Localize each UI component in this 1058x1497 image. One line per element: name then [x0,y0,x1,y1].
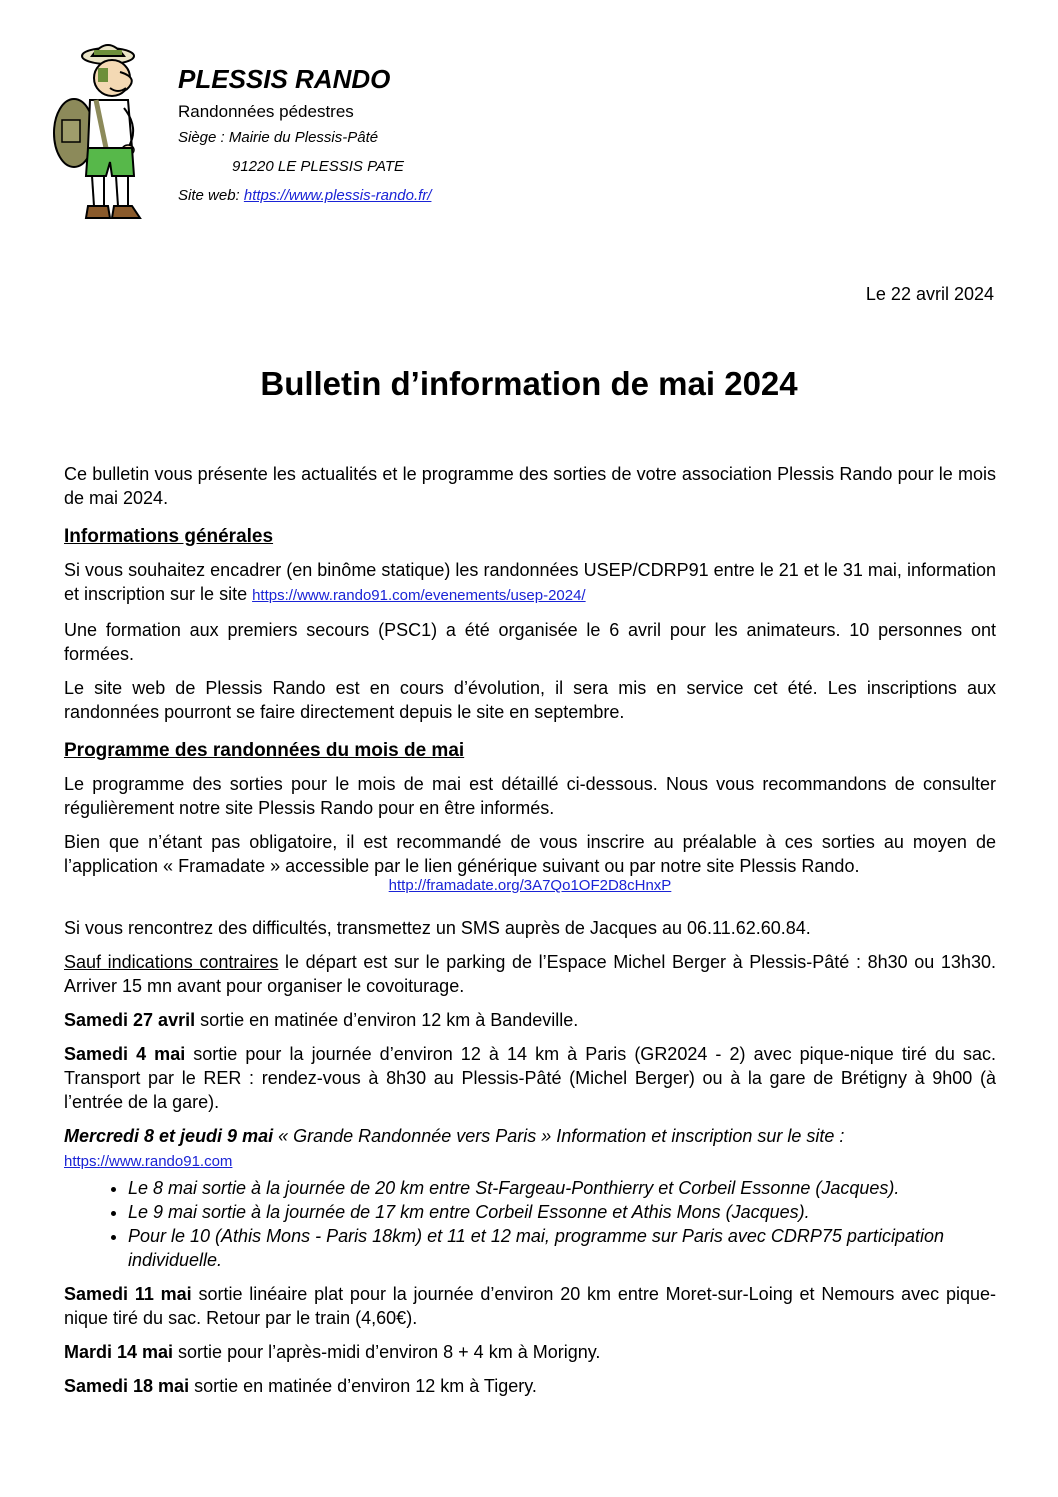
bulletin-body [64,462,996,1408]
org-website [178,187,431,204]
program-paragraph-framadate [64,830,996,898]
list-item: • Le 8 mai sortie à la journée de 20 km entre St-Fargeau-Ponthierry et Corbeil Essonne (Jacques). [128,1176,996,1200]
usep-link[interactable]: https://www.rando91.com/evenements/usep-2024/ [252,587,586,604]
program-paragraph-intro: Le programme des sorties pour le mois de mai est détaillé ci-dessous. Nous vous recommandons de consulter régulièrement notre site Plessis Rando pour en être informés. [64,774,996,818]
framadate-link[interactable]: http://framadate.org/3A7Qo1OF2D8cHnxP [388,877,672,894]
event-text: « Grande Randonnée vers Paris » Information et inscription sur le site : [273,1126,845,1146]
usep-text: Si vous souhaitez encadrer (en binôme statique) les randonnées USEP/CDRP91 entre le 21 et le 31 mai, information et inscription sur le site [64,560,996,604]
program-heading: Programme des randonnées du mois de mai [64,740,465,761]
general-paragraph-usep [64,558,996,608]
website-label: Site web: [178,187,244,204]
bulletin-date: Le 22 avril 2024 [865,284,994,304]
event-day: Mercredi 8 et jeudi 9 mai [64,1126,274,1146]
website-link[interactable]: https://www.plessis-rando.fr/ [243,187,432,204]
event-text: sortie en matinée d’environ 12 km à Bandeville. [195,1010,579,1030]
event-day: Samedi 4 mai [64,1044,186,1064]
event-item [64,1042,996,1114]
departure-underlined: Sauf indications contraires [64,952,279,972]
event-day: Samedi 27 avril [64,1010,196,1030]
departure-text: le départ est sur le parking de l’Espace Michel Berger à Plessis-Pâté : 8h30 ou 13h30. Arriver 15 mn avant pour organiser le covoiturage. [64,952,996,996]
sms-paragraph: Si vous rencontrez des difficultés, transmettez un SMS auprès de Jacques au 06.11.62.60.84. [64,918,811,938]
event-day: Samedi 18 mai [64,1376,190,1396]
event-text: sortie en matinée d’environ 12 km à Tigery. [189,1376,537,1396]
event-item [64,1124,996,1174]
event-text: sortie pour la journée d’environ 12 à 14 km à Paris (GR2024 - 2) avec pique-nique tiré du sac. Transport par le RER : rendez-vous à 8h30 au Plessis-Pâté (Michel Berger) ou à la gare de Brétigny à 9h00 (à l’entrée de la gare). [64,1044,997,1112]
general-info-heading: Informations générales [64,526,274,547]
org-subtitle: Randonnées pédestres [178,102,354,121]
rando91-link[interactable]: https://www.rando91.com [64,1153,233,1170]
hiker-logo-icon [48,38,158,228]
org-city: 91220 LE PLESSIS PATE [232,158,405,175]
general-paragraph-website: Le site web de Plessis Rando est en cours d’évolution, il sera mis en service cet été. Les inscriptions aux randonnées pourront se faire directement depuis le site en septembre. [64,678,996,722]
framadate-text: Bien que n’étant pas obligatoire, il est recommandé de vous inscrire au préalable à ces sorties au moyen de l’application « Framadate » accessible par le lien générique suivant ou par notre site Plessis Rando. [64,832,996,876]
bulletin-title: Bulletin d’information de mai 2024 [260,365,798,402]
list-item: • Le 9 mai sortie à la journée de 17 km entre Corbeil Essonne et Athis Mons (Jacques). [128,1200,996,1224]
event-item [64,1340,996,1364]
general-paragraph-psc1: Une formation aux premiers secours (PSC1) a été organisée le 6 avril pour les animateurs. 10 personnes ont formées. [64,620,996,664]
event-item [64,1374,996,1398]
grande-randonnee-list [64,1176,996,1272]
event-text: sortie pour l’après-midi d’environ 8 + 4 km à Morigny. [173,1342,601,1362]
departure-paragraph [64,950,996,998]
event-item [64,1008,996,1032]
org-seat: Siège : Mairie du Plessis-Pâté [178,129,379,146]
list-item: • Pour le 10 (Athis Mons - Paris 18km) et 11 et 12 mai, programme sur Paris avec CDRP75 participation individuelle. [128,1224,996,1272]
intro-paragraph: Ce bulletin vous présente les actualités et le programme des sorties de votre association Plessis Rando pour le mois de mai 2024. [64,464,996,508]
event-day: Mardi 14 mai [64,1342,174,1362]
org-name: PLESSIS RANDO [178,64,391,94]
event-text: sortie linéaire plat pour la journée d’environ 20 km entre Moret-sur-Loing et Nemours avec pique-nique tiré du sac. Retour par le train (4,60€). [64,1284,996,1328]
event-day: Samedi 11 mai [64,1284,192,1304]
event-item [64,1282,996,1330]
